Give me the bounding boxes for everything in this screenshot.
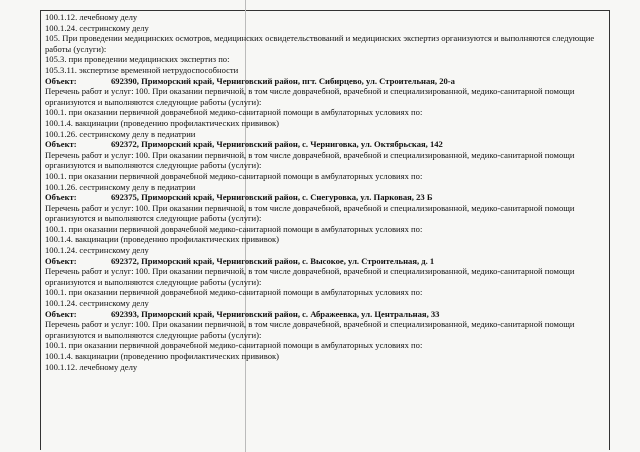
list-item: 100.1.12. лечебному делу: [45, 361, 138, 372]
object-address: 692372, Приморский край, Черниговский район, с. Высокое, ул. Строительная, д. 1: [111, 255, 435, 266]
services-label: Перечень работ и услуг:: [45, 319, 134, 330]
object-address: 692375, Приморский край, Черниговский район, с. Снегуровка, ул. Парковая, 23 Б: [111, 192, 433, 203]
list-item: 100.1.24. сестринскому делу: [45, 298, 149, 309]
list-item: 100.1. при оказании первичной доврачебной медико-санитарной помощи в амбулаторных условиях по:: [45, 287, 423, 298]
document-body: [45, 12, 605, 372]
list-item: 105.3. при проведении медицинских экспертиз по:: [45, 54, 230, 65]
object-label: Объект:: [45, 308, 77, 319]
list-item: 100.1. при оказании первичной доврачебной медико-санитарной помощи в амбулаторных условиях по:: [45, 170, 423, 181]
list-item: 100.1. при оказании первичной доврачебной медико-санитарной помощи в амбулаторных условиях по:: [45, 340, 423, 351]
services-label: Перечень работ и услуг:: [45, 266, 134, 277]
services-text: 100. При оказании первичной, в том числе доврачебной, врачебной и специализированной, медико-санитарной помощи организуются и выполняются следующие работы (услуги):: [45, 319, 575, 340]
services-text: 100. При оказании первичной, в том числе доврачебной, врачебной и специализированной, медико-санитарной помощи организуются и выполняются следующие работы (услуги):: [45, 202, 575, 224]
services-paragraph: [45, 86, 605, 107]
object-address: 692390, Приморский край, Черниговский район, пгт. Сибирцево, ул. Строительная, 20-а: [111, 75, 455, 86]
services-label: Перечень работ и услуг:: [45, 86, 134, 97]
list-item: 100.1.24. сестринскому делу: [45, 22, 149, 33]
object-label: Объект:: [45, 75, 77, 86]
list-item: 100.1.26. сестринскому делу в педиатрии: [45, 128, 196, 139]
services-paragraph: [45, 203, 605, 224]
services-label: Перечень работ и услуг:: [45, 202, 134, 213]
object-address: 692372, Приморский край, Черниговский район, с. Черниговка, ул. Октябрьская, 142: [111, 139, 443, 150]
object-line: [45, 76, 605, 87]
list-item: 100.1. при оказании первичной доврачебной медико-санитарной помощи в амбулаторных условиях по:: [45, 223, 423, 234]
object-label: Объект:: [45, 255, 77, 266]
object-label: Объект:: [45, 139, 77, 150]
services-text: 100. При оказании первичной, в том числе доврачебной, врачебной и специализированной, медико-санитарной помощи организуются и выполняются следующие работы (услуги):: [45, 86, 575, 107]
services-text: 100. При оказании первичной, в том числе доврачебной, врачебной и специализированной, медико-санитарной помощи организуются и выполняются следующие работы (услуги):: [45, 266, 575, 287]
list-item: 100.1. при оказании первичной доврачебной медико-санитарной помощи в амбулаторных условиях по:: [45, 107, 423, 118]
list-item: 105.3.11. экспертизе временной нетрудоспособности: [45, 64, 239, 75]
services-paragraph: [45, 319, 605, 340]
services-label: Перечень работ и услуг:: [45, 149, 134, 160]
services-text: 100. При оказании первичной, в том числе доврачебной, врачебной и специализированной, медико-санитарной помощи организуются и выполняются следующие работы (услуги):: [45, 149, 575, 171]
object-label: Объект:: [45, 192, 77, 203]
object-line: [45, 256, 605, 267]
list-item: 100.1.4. вакцинации (проведению профилактических прививок): [45, 234, 280, 245]
paragraph-105: 105. При проведении медицинских осмотров, медицинских освидетельствований и медицинских экспертиз организуются и выполняются следующие работы (услуги):: [45, 33, 595, 54]
object-address: 692393, Приморский край, Черниговский район, с. Абражеевка, ул. Центральная, 33: [111, 308, 440, 319]
list-item: 100.1.24. сестринскому делу: [45, 245, 149, 256]
list-item: 100.1.4. вакцинации (проведению профилактических прививок): [45, 351, 280, 361]
services-paragraph: [45, 150, 605, 171]
list-item: 100.1.4. вакцинации (проведению профилактических прививок): [45, 117, 280, 128]
object-line: [45, 139, 605, 150]
list-item: 100.1.26. сестринскому делу в педиатрии: [45, 181, 196, 192]
object-line: [45, 309, 605, 320]
object-line: [45, 192, 605, 203]
services-paragraph: [45, 266, 605, 287]
list-item: 100.1.12. лечебному делу: [45, 12, 138, 22]
